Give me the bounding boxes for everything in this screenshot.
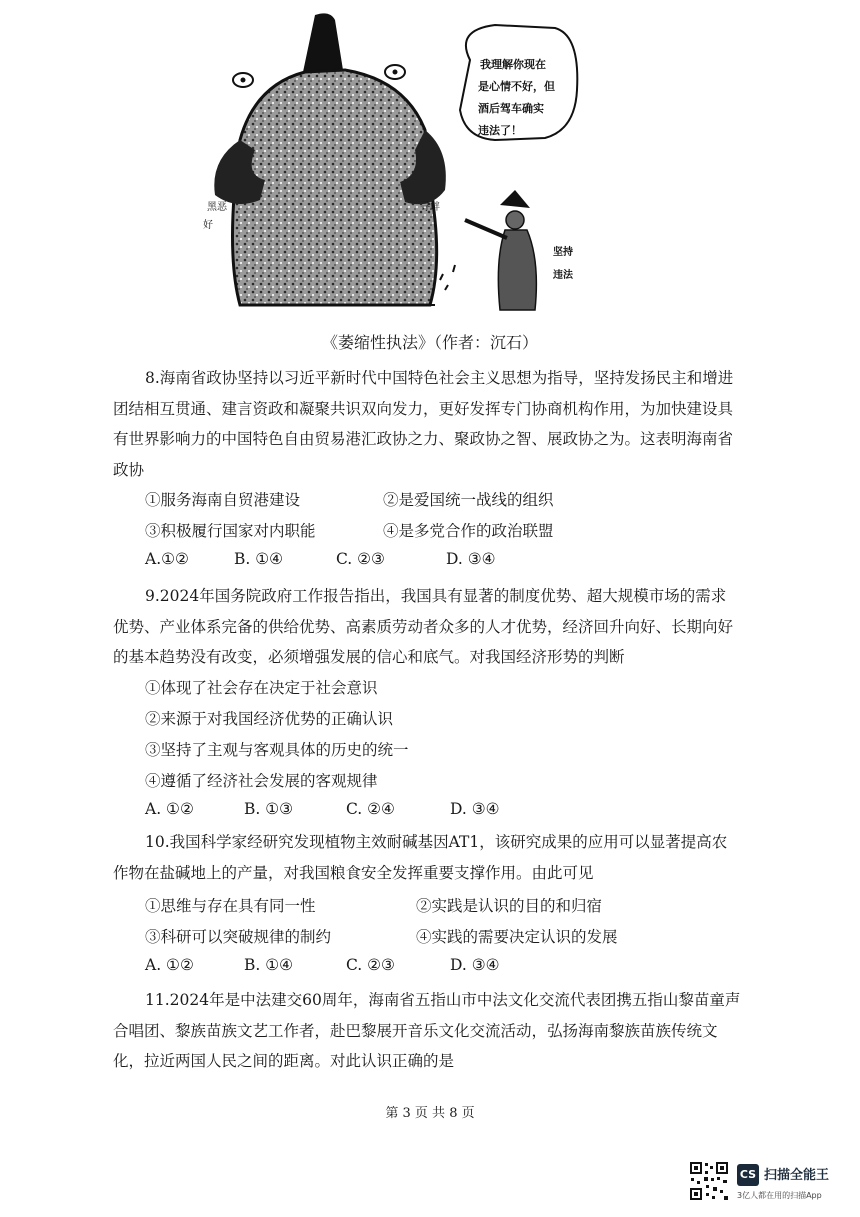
sign-label: 坚持 — [553, 247, 573, 258]
cartoon-caption: 《萎缩性执法》（作者：沉石） — [321, 333, 538, 352]
question-9-item: ④遵循了经济社会发展的客观规律 — [145, 772, 378, 790]
question-10-option: D. ③④ — [450, 956, 500, 974]
question-10-item: ④实践的需要决定认识的发展 — [416, 928, 618, 946]
speech-line: 是心情不好，但 — [478, 80, 555, 93]
page-number: 第 3 页 共 8 页 — [385, 1106, 475, 1121]
question-8-option: A.①② — [145, 550, 189, 568]
question-8-item: ①服务海南自贸港建设 — [145, 491, 301, 509]
qr-code-icon — [688, 1160, 730, 1202]
question-10-item: ①思维与存在具有同一性 — [145, 897, 316, 915]
question-10-option: B. ①④ — [244, 956, 294, 974]
question-9-item: ②来源于对我国经济优势的正确认识 — [145, 710, 394, 728]
question-10-option: A. ①② — [145, 956, 194, 974]
question-9-option: A. ①② — [145, 800, 194, 818]
question-10-option: C. ②③ — [346, 956, 395, 974]
sign-label: 好 — [203, 220, 213, 231]
question-10-item: ③科研可以突破规律的制约 — [145, 928, 332, 946]
sign-label: 黑恶 — [207, 202, 227, 213]
question-8-option: B. ①④ — [234, 550, 284, 568]
cartoon-illustration — [195, 10, 585, 315]
question-9-item: ③坚持了主观与客观具体的历史的统一 — [145, 741, 409, 759]
question-10-item: ②实践是认识的目的和归宿 — [416, 897, 603, 915]
question-9-option: C. ②④ — [346, 800, 395, 818]
question-8-item: ③积极履行国家对内职能 — [145, 522, 316, 540]
question-8-item: ②是爱国统一战线的组织 — [383, 491, 554, 509]
speech-line: 我理解你现在 — [480, 58, 546, 71]
speech-line: 酒后驾车确实 — [478, 102, 544, 115]
question-9-option: D. ③④ — [450, 800, 500, 818]
question-8-stem: 8.海南省政协坚持以习近平新时代中国特色社会主义思想为指导，坚持发扬民主和增进团结相互贯通、建言资政和凝聚共识双向发力，更好发挥专门协商机构作用，为加快建设具有世界影响力的中国特色自由贸易港汇政协之力、聚政协之智、展政协之为。这表明海南省政协 — [113, 369, 734, 479]
question-8-item: ④是多党合作的政治联盟 — [383, 522, 554, 540]
sign-label: 违法 — [553, 270, 573, 281]
scanner-watermark — [688, 1160, 848, 1204]
scanner-tagline: 3亿人都在用的扫描App — [737, 1191, 822, 1200]
question-9-stem: 9.2024年国务院政府工作报告指出，我国具有显著的制度优势、超大规模市场的需求优势、产业体系完备的供给优势、高素质劳动者众多的人才优势，经济回升向好、长期向好的基本趋势没有改变，必须增强发展的信心和底气。对我国经济形势的判断 — [113, 587, 734, 666]
question-10-stem: 10.我国科学家经研究发现植物主效耐碱基因AT1，该研究成果的应用可以显著提高农作物在盐碱地上的产量，对我国粮食安全发挥重要支撑作用。由此可见 — [113, 833, 728, 882]
sign-label: 寻衅 — [420, 202, 440, 213]
question-8-option: C. ②③ — [336, 550, 385, 568]
question-9-item: ①体现了社会存在决定于社会意识 — [145, 679, 378, 697]
question-9-option: B. ①③ — [244, 800, 294, 818]
scanner-app-name: 扫描全能王 — [764, 1168, 830, 1183]
speech-line: 违法了！ — [478, 124, 522, 137]
question-11-stem: 11.2024年是中法建交60周年，海南省五指山市中法文化交流代表团携五指山黎苗童声合唱团、黎族苗族文艺工作者，赴巴黎展开音乐文化交流活动，弘扬海南黎族苗族传统文化，拉近两国人民之间的距离。对此认识正确的是 — [113, 991, 741, 1070]
question-8-option: D. ③④ — [446, 550, 496, 568]
camscanner-logo-icon: CS — [737, 1164, 759, 1186]
